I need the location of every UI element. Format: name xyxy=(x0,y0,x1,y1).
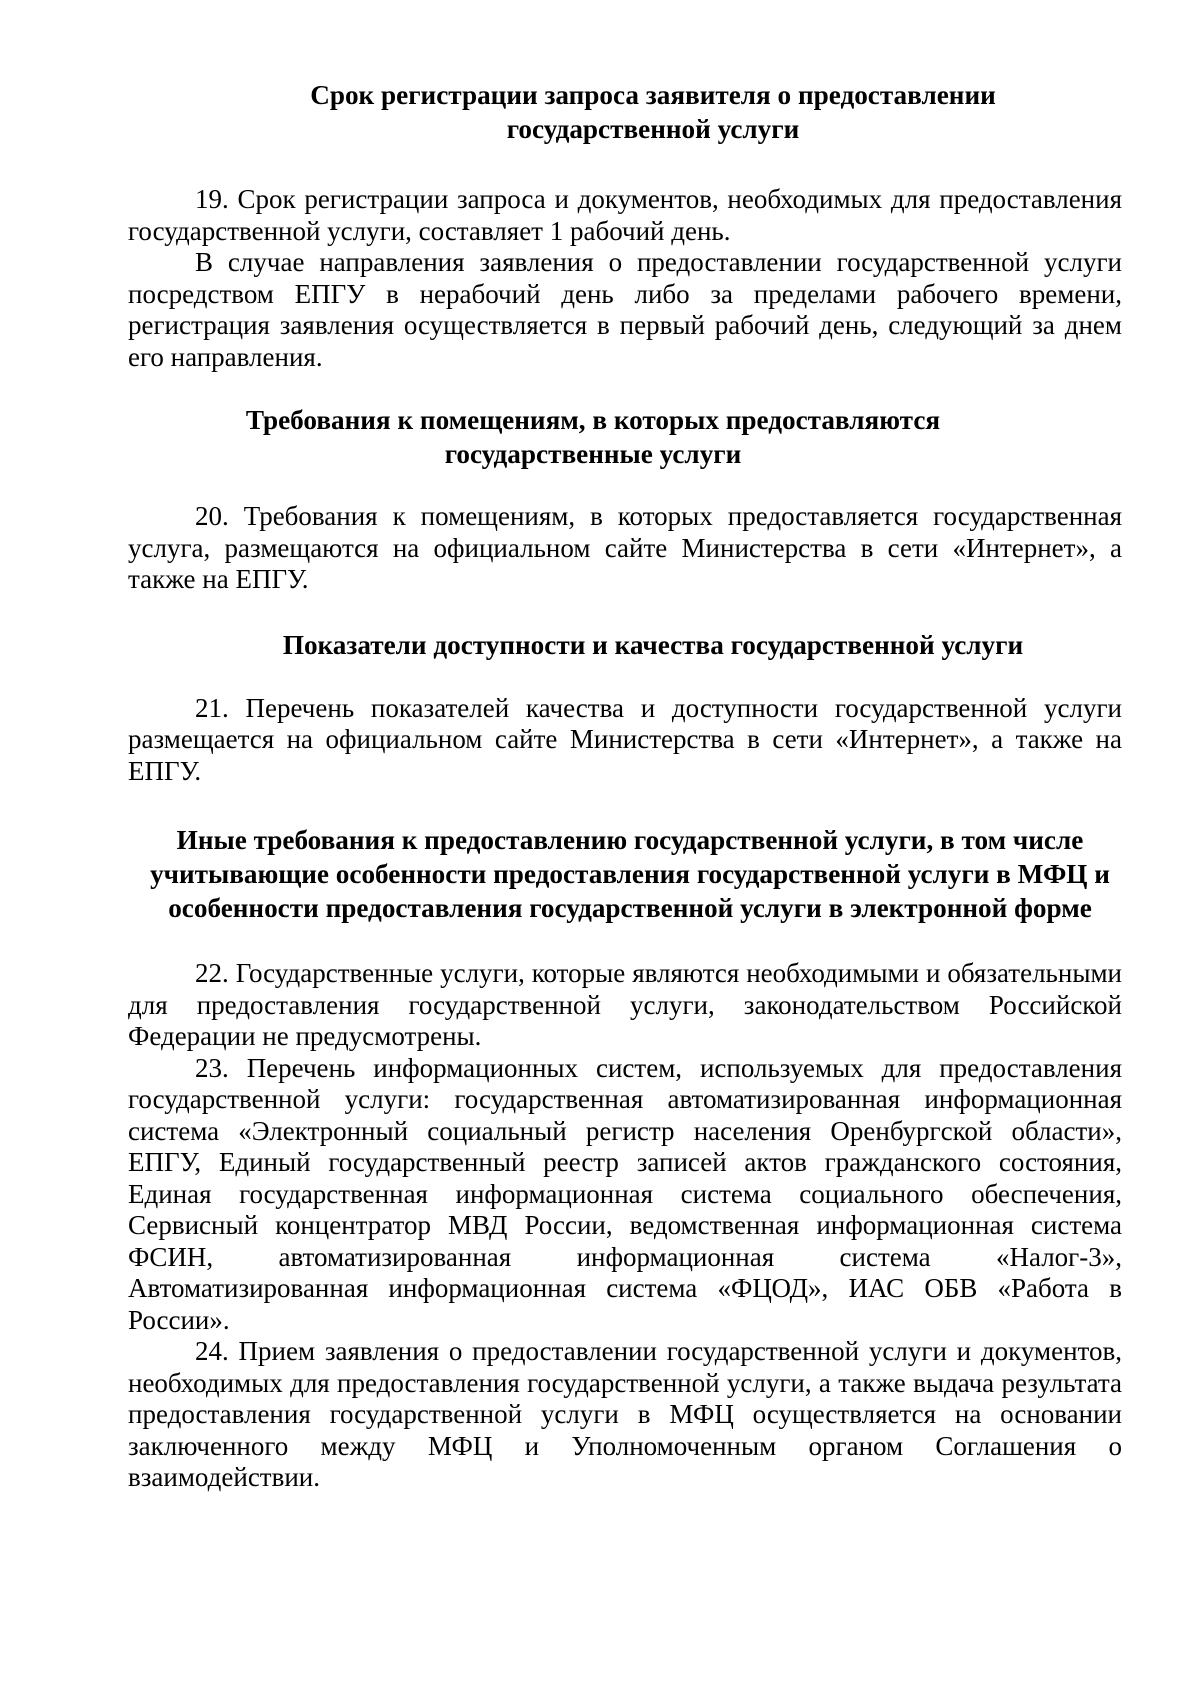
paragraph-21: 21. Перечень показателей качества и доступности государственной услуги размещается на официальном сайте Министерства в сети «Интернет», а также на ЕПГУ. xyxy=(128,692,1122,786)
document-body xyxy=(128,78,1122,1494)
paragraph-19: 19. Срок регистрации запроса и документов, необходимых для предоставления государственной услуги, составляет 1 рабочий день. xyxy=(128,184,1122,246)
paragraph-22: 22. Государственные услуги, которые являются необходимыми и обязательными для предоставления государственной услуги, законодательством Российской Федерации не предусмотрены. xyxy=(128,958,1122,1051)
paragraph-20: 20. Требования к помещениям, в которых предоставляется государственная услуга, размещаются на официальном сайте Министерства в сети «Интернет», а также на ЕПГУ. xyxy=(128,501,1122,594)
paragraph-23: 23. Перечень информационных систем, используемых для предоставления государственной услуги: государственная автоматизированная информационная система «Электронный социальный регистр населения Оренбургской области», ЕПГУ, Единый государственный реестр записей актов гражданского состояния, Единая государственная информационная система социального обеспечения, Сервисный концентратор МВД России, ведомственная информационная система ФСИН, автоматизированная информационная система «Налог-3», Автоматизированная информационная система «ФЦОД», ИАС ОБВ «Работа в России». xyxy=(128,1052,1122,1335)
paragraph-24: 24. Прием заявления о предоставлении государственной услуги и документов, необходимых для предоставления государственной услуги, а также выдача результата предоставления государственной услуги в МФЦ осуществляется на основании заключенного между МФЦ и Уполномоченным органом Соглашения о взаимодействии. xyxy=(128,1336,1122,1492)
section-heading-other-requirements: Иные требования к предоставлению государственной услуги, в том числе учитывающие особенности предоставления государственной услуги в МФЦ и особенности предоставления государственной услуги в электронной форме xyxy=(150,825,1110,923)
section-heading-registration-term: Срок регистрации запроса заявителя о предоставлении государственной услуги xyxy=(310,80,996,144)
section-heading-accessibility-quality: Показатели доступности и качества государственной услуги xyxy=(282,629,1024,660)
paragraph-19-epgu-nonworking-day: В случае направления заявления о предоставлении государственной услуги посредством ЕПГУ в нерабочий день либо за пределами рабочего времени, регистрация заявления осуществляется в первый рабочий день, следующий за днем его направления. xyxy=(128,247,1122,372)
section-heading-premises-requirements: Требования к помещениям, в которых предоставляются государственные услуги xyxy=(245,405,941,469)
